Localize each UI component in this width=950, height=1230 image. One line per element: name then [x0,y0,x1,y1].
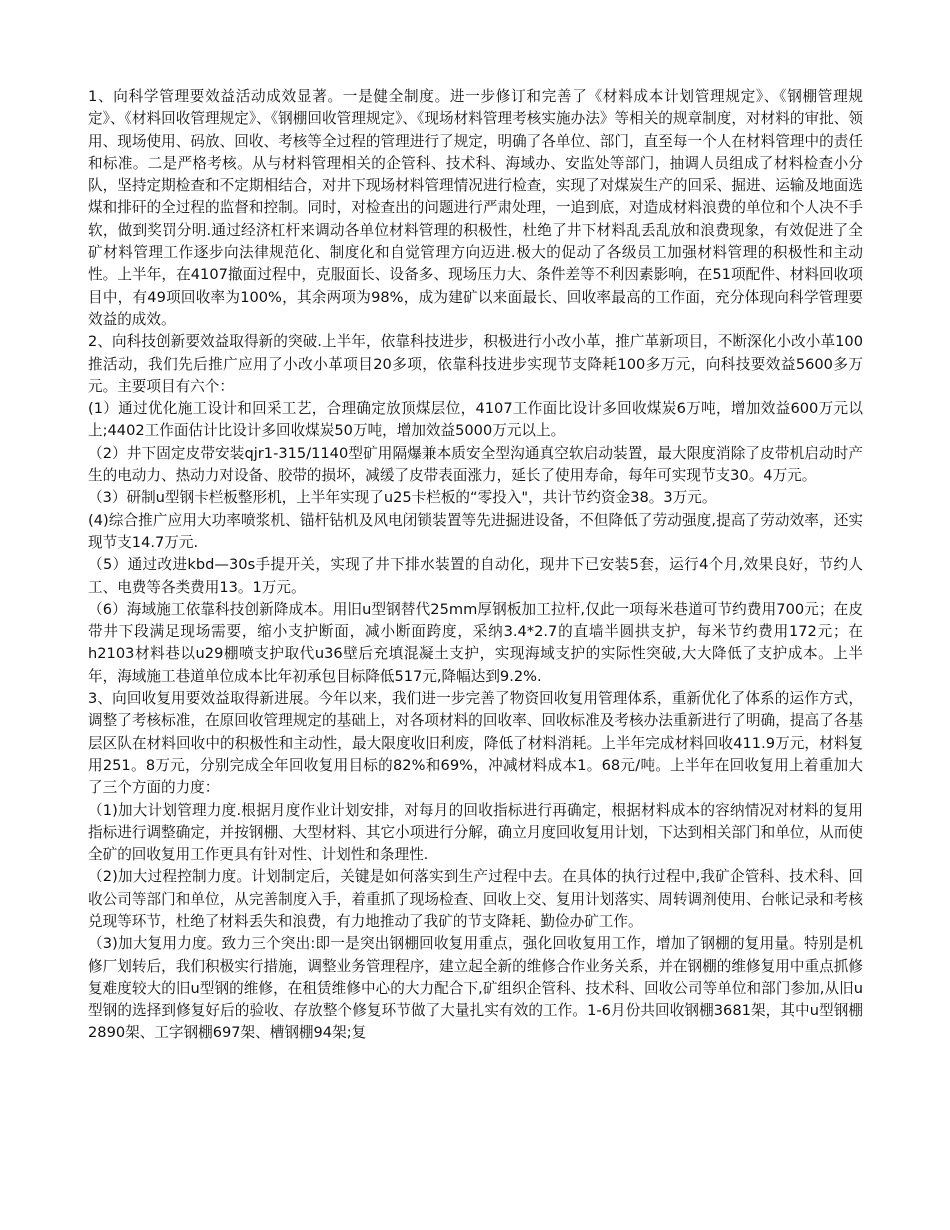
paragraph-item-2: （2）井下固定皮带安装qjr1-315/1140型矿用隔爆兼本质安全型沟通真空软启动装置，最大限度消除了皮带机启动时产生的电动力、热动力对设备、胶带的损坏，减缓了皮带表面涨力，延长了使用寿命，每年可实现节支30。4万元。 [88,444,863,485]
paragraph-recycling: 3、向回收复用要效益取得新进展。今年以来，我们进一步完善了物资回收复用管理体系，重新优化了体系的运作方式，调整了考核标准，在原回收管理规定的基础上，对各项材料的回收率、回收标准及考核办法重新进行了明确，提高了各基层区队在材料回收中的积极性和主动性，最大限度收旧利废，降低了材料消耗。上半年完成材料回收411.9万元，材料复用251。8万元，分别完成全年回收复用目标的82%和69%，冲减材料成本1。68元/吨。上半年在回收复用上着重加大了三个方面的力度： [88,690,863,797]
paragraph-tech-innovation: 2、向科技创新要效益取得新的突破.上半年，依靠科技进步，积极进行小改小革，推广革新项目，不断深化小改小革100推活动，我们先后推广应用了小改小革项目20多项，依靠科技进步实现节支降耗100多万元，向科技要效益5600多万元。主要项目有六个： [88,333,863,395]
document-body [88,86,863,1045]
paragraph-item-4: (4)综合推广应用大功率喷浆机、锚杆钻机及风电闭锁装置等先进掘进设备，不但降低了劳动强度,提高了劳动效率，还实现节支14.7万元. [88,511,863,551]
paragraph-recycling-2: （2)加大过程控制力度。计划制定后，关键是如何落实到生产过程中去。在具体的执行过程中,我矿企管科、技术科、回收公司等部门和单位，从完善制度入手，着重抓了现场检查、回收上交、复用计划落实、周转调剂使用、台帐记录和考核兑现等环节，杜绝了材料丢失和浪费，有力地推动了我矿的节支降耗、勤俭办矿工作。 [88,868,863,930]
paragraph-item-5: （5）通过改进kbd—30s手提开关，实现了井下排水装置的自动化，现井下已安装5套，运行4个月,效果良好，节约人工、电费等各类费用13。1万元。 [88,556,863,596]
paragraph-item-6: （6）海域施工依靠科技创新降成本。用旧u型钢替代25mm厚钢板加工拉杆,仅此一项每米巷道可节约费用700元；在皮带井下段满足现场需要，缩小支护断面，减小断面跨度，采纳3.4*2.7的直墙半圆拱支护，每米节约费用172元；在h2103材料巷以u29棚喷支护取代u36壁后充填混凝土支护，实现海域支护的实际性突破,大大降低了支护成本。上半年，海域施工巷道单位成本比年初承包目标降低517元,降幅达到9.2%. [88,600,863,685]
paragraph-recycling-1: （1)加大计划管理力度.根据月度作业计划安排，对每月的回收指标进行再确定，根据材料成本的容纳情况对材料的复用指标进行调整确定，并按钢棚、大型材料、其它小项进行分解，确立月度回收复用计划，下达到相关部门和单位，从而使全矿的回收复用工作更具有针对性、计划性和条理性. [88,801,863,864]
paragraph-item-1: (1）通过优化施工设计和回采工艺，合理确定放顶煤层位，4107工作面比设计多回收煤炭6万吨，增加效益600万元以上;4402工作面估计比设计多回收煤炭50万吨，增加效益5000万元以上。 [88,400,863,440]
paragraph-item-3: （3）研制u型钢卡栏板整形机，上半年实现了u25卡栏板的“零投入"，共计节约资金38。3万元。 [88,489,717,507]
paragraph-management: 1、向科学管理要效益活动成效显著。一是健全制度。进一步修订和完善了《材料成本计划管理规定》、《钢棚管理规定》、《材料回收管理规定》、《钢棚回收管理规定》、《现场材料管理考核实施办法》等相关的规章制度，对材料的审批、领用、现场使用、码放、回收、考核等全过程的管理进行了规定，明确了各单位、部门，直至每一个人在材料管理中的责任和标准。二是严格考核。从与材料管理相关的企管科、技术科、海域办、安监处等部门，抽调人员组成了材料检查小分队，坚持定期检查和不定期相结合，对井下现场材料管理情况进行检查，实现了对煤炭生产的回采、掘进、运输及地面选煤和排矸的全过程的监督和控制。同时，对检查出的问题进行严肃处理，一追到底，对造成材料浪费的单位和个人决不手软，做到奖罚分明.通过经济杠杆来调动各单位材料管理的积极性，杜绝了井下材料乱丢乱放和浪费现象，有效促进了全矿材料管理工作逐步向法律规范化、制度化和自觉管理方向迈进.极大的促动了各级员工加强材料管理的积极性和主动性。上半年，在4107撤面过程中，克服面长、设备多、现场压力大、条件差等不利因素影响，在51项配件、材料回收项目中，有49项回收率为100%，其余两项为98%，成为建矿以来面最长、回收率最高的工作面，充分体现向科学管理要效益的成效。 [88,88,863,328]
paragraph-recycling-3: （3)加大复用力度。致力三个突出:即一是突出钢棚回收复用重点，强化回收复用工作，增加了钢棚的复用量。特别是机修厂划转后，我们积极实行措施，调整业务管理程序，建立起全新的维修合作业务关系，并在钢棚的维修复用中重点抓修复难度较大的旧u型钢的维修，在租赁维修中心的大力配合下,矿组织企管科、技术科、回收公司等单位和部门参加,从旧u型钢的选择到修复好后的验收、存放整个修复环节做了大量扎实有效的工作。1-6月份共回收钢棚3681架，其中u型钢棚2890架、工字钢棚697架、槽钢棚94架;复 [88,935,863,1042]
